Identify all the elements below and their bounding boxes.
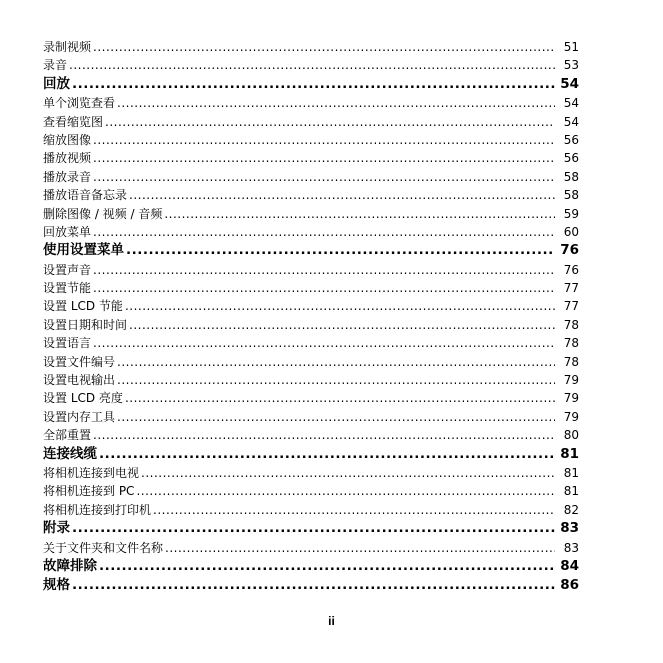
dot-leader xyxy=(129,316,555,334)
dot-leader xyxy=(93,334,555,352)
dot-leader xyxy=(164,205,555,223)
toc-entry-page: 77 xyxy=(563,299,579,314)
toc-entry[interactable] xyxy=(43,168,579,186)
toc-entry-page: 54 xyxy=(563,114,579,129)
toc-entry[interactable] xyxy=(43,334,579,352)
toc-entry[interactable] xyxy=(43,186,579,204)
dot-leader xyxy=(129,186,555,204)
toc-chapter-entry[interactable] xyxy=(43,75,579,94)
dot-leader xyxy=(105,113,555,131)
toc-entry[interactable] xyxy=(43,389,579,407)
toc-entry-page: 81 xyxy=(563,484,579,499)
toc-entry-title: 删除图像 / 视频 / 音频 xyxy=(43,206,163,221)
toc-entry[interactable] xyxy=(43,261,579,279)
dot-leader xyxy=(141,464,555,482)
toc-entry-title: 录制视频 xyxy=(43,40,92,54)
toc-entry[interactable] xyxy=(43,205,579,223)
dot-leader xyxy=(93,261,555,279)
toc-entry-page: 54 xyxy=(563,96,579,111)
toc-entry[interactable] xyxy=(43,113,579,131)
dot-leader xyxy=(93,131,555,149)
toc-entry-page: 78 xyxy=(563,354,579,369)
dot-leader xyxy=(93,168,555,186)
dot-leader xyxy=(136,482,555,500)
toc-entry-page: 58 xyxy=(563,188,579,203)
toc-entry-page: 83 xyxy=(560,520,579,537)
toc-entry-page: 78 xyxy=(563,317,579,332)
toc-entry-title: 回放 xyxy=(43,75,70,92)
toc-entry[interactable] xyxy=(43,501,579,519)
toc-entry-title: 播放录音 xyxy=(43,169,92,184)
toc-entry-page: 79 xyxy=(563,373,579,388)
toc-entry-page: 79 xyxy=(563,409,579,424)
toc-entry[interactable] xyxy=(43,131,579,149)
toc-entry-title: 设置 LCD 亮度 xyxy=(43,391,123,406)
toc-entry-title: 附录 xyxy=(43,520,70,537)
toc-entry-title: 将相机连接到电视 xyxy=(43,465,140,480)
toc-entry-page: 54 xyxy=(560,75,579,92)
toc-entry-title: 设置文件编号 xyxy=(43,354,116,369)
toc-entry-page: 77 xyxy=(563,281,579,296)
toc-entry[interactable] xyxy=(43,38,579,56)
toc-entry-title: 关于文件夹和文件名称 xyxy=(43,540,164,555)
toc-entry-page: 83 xyxy=(563,540,579,555)
toc-entry-title: 将相机连接到 PC xyxy=(43,484,135,499)
toc-entry-title: 单个浏览查看 xyxy=(43,96,116,111)
toc-entry[interactable] xyxy=(43,94,579,112)
toc-entry-title: 设置 LCD 节能 xyxy=(43,299,123,314)
toc-entry-title: 设置日期和时间 xyxy=(43,317,128,332)
toc-entry-page: 78 xyxy=(563,336,579,351)
toc-chapter-entry[interactable] xyxy=(43,241,579,260)
toc-chapter-entry[interactable] xyxy=(43,557,579,576)
toc-entry-title: 设置电视输出 xyxy=(43,373,116,388)
toc-entry[interactable] xyxy=(43,56,579,74)
toc-entry[interactable] xyxy=(43,316,579,334)
toc-entry-title: 使用设置菜单 xyxy=(43,242,124,259)
dot-leader xyxy=(126,241,555,260)
toc-entry-page: 59 xyxy=(563,206,579,221)
toc-entry-title: 回放菜单 xyxy=(43,224,92,239)
dot-leader xyxy=(69,56,555,74)
toc-entry-title: 设置声音 xyxy=(43,262,92,277)
toc-entry-page: 51 xyxy=(563,40,579,54)
toc-entry-title: 设置语言 xyxy=(43,336,92,351)
dot-leader xyxy=(117,371,555,389)
toc-entry-page: 80 xyxy=(563,428,579,443)
toc-entry-page: 79 xyxy=(563,391,579,406)
toc-entry-page: 56 xyxy=(563,132,579,147)
toc-entry-title: 故障排除 xyxy=(43,557,97,574)
toc-chapter-entry[interactable] xyxy=(43,445,579,464)
toc-entry-title: 将相机连接到打印机 xyxy=(43,502,152,517)
toc-entry-title: 录音 xyxy=(43,58,68,73)
toc-entry-page: 53 xyxy=(563,58,579,73)
dot-leader xyxy=(93,223,555,241)
toc-entry-title: 缩放图像 xyxy=(43,132,92,147)
toc-entry-page: 56 xyxy=(563,151,579,166)
dot-leader xyxy=(72,576,555,595)
toc-entry[interactable] xyxy=(43,539,579,557)
dot-leader xyxy=(125,297,555,315)
toc-entry-page: 81 xyxy=(560,445,579,462)
dot-leader xyxy=(99,445,555,464)
toc-entry[interactable] xyxy=(43,482,579,500)
toc-entry-page: 58 xyxy=(563,169,579,184)
toc-entry-title: 设置内存工具 xyxy=(43,409,116,424)
toc-entry[interactable] xyxy=(43,223,579,241)
toc-chapter-entry[interactable] xyxy=(43,576,579,595)
dot-leader xyxy=(99,557,555,576)
dot-leader xyxy=(117,408,555,426)
toc-entry-title: 播放视频 xyxy=(43,151,92,166)
toc-entry-title: 规格 xyxy=(43,577,70,594)
dot-leader xyxy=(93,38,555,56)
toc-entry-page: 76 xyxy=(563,262,579,277)
dot-leader xyxy=(165,539,555,557)
dot-leader xyxy=(93,149,555,167)
toc-entry[interactable] xyxy=(43,353,579,371)
dot-leader xyxy=(153,501,555,519)
dot-leader xyxy=(125,389,555,407)
dot-leader xyxy=(93,279,555,297)
dot-leader xyxy=(117,94,555,112)
toc-entry-page: 82 xyxy=(563,502,579,517)
toc-entry[interactable] xyxy=(43,371,579,389)
dot-leader xyxy=(117,353,555,371)
dot-leader xyxy=(93,426,555,444)
page-number: ii xyxy=(328,614,335,628)
toc-entry-title: 设置节能 xyxy=(43,281,92,296)
toc-chapter-entry[interactable] xyxy=(43,519,579,538)
toc-entry[interactable] xyxy=(43,464,579,482)
dot-leader xyxy=(72,75,555,94)
toc-entry[interactable] xyxy=(43,426,579,444)
toc-entry[interactable] xyxy=(43,408,579,426)
toc-entry-page: 81 xyxy=(563,465,579,480)
toc-entry[interactable] xyxy=(43,297,579,315)
toc-entry[interactable] xyxy=(43,149,579,167)
toc-entry[interactable] xyxy=(43,279,579,297)
toc-entry-title: 查看缩览图 xyxy=(43,114,104,129)
toc-entry-page: 84 xyxy=(560,557,579,574)
toc-entry-page: 86 xyxy=(560,577,579,594)
toc-entry-page: 76 xyxy=(560,242,579,259)
dot-leader xyxy=(72,519,555,538)
toc-entry-page: 60 xyxy=(563,224,579,239)
toc-entry-title: 全部重置 xyxy=(43,428,92,443)
toc-entry-title: 连接线缆 xyxy=(43,445,97,462)
table-of-contents xyxy=(43,38,579,596)
toc-entry-title: 播放语音备忘录 xyxy=(43,188,128,203)
